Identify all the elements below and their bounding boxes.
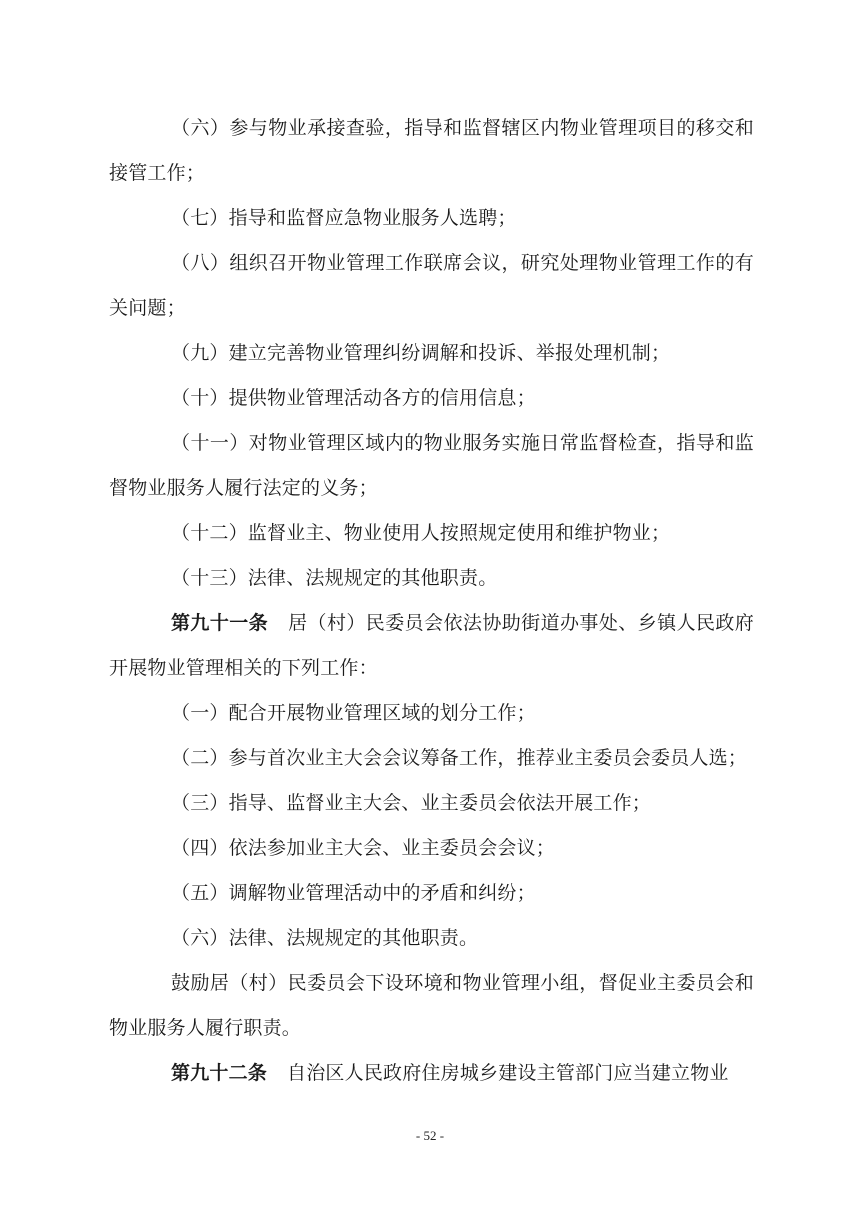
article-number: 第九十二条 bbox=[171, 1062, 268, 1084]
paragraph bbox=[109, 556, 754, 601]
paragraph-text: 鼓励居（村）民委员会下设环境和物业管理小组，督促业主委员会和物业服务人履行职责。 bbox=[109, 972, 754, 1039]
paragraph bbox=[109, 511, 754, 556]
document-body bbox=[109, 106, 754, 1096]
paragraph-text: （七）指导和监督应急物业服务人选聘； bbox=[171, 207, 517, 229]
paragraph bbox=[109, 691, 754, 736]
paragraph bbox=[109, 871, 754, 916]
paragraph-text: （八）组织召开物业管理工作联席会议，研究处理物业管理工作的有关问题； bbox=[109, 252, 754, 319]
paragraph bbox=[109, 421, 754, 511]
paragraph-text: （五）调解物业管理活动中的矛盾和纠纷； bbox=[171, 882, 536, 904]
paragraph bbox=[109, 736, 754, 781]
paragraph-text: （三）指导、监督业主大会、业主委员会依法开展工作； bbox=[171, 792, 652, 814]
paragraph-text: （一）配合开展物业管理区域的划分工作； bbox=[171, 702, 536, 724]
paragraph bbox=[109, 106, 754, 196]
article-number: 第九十一条 bbox=[171, 612, 269, 634]
paragraph-text: （九）建立完善物业管理纠纷调解和投诉、举报处理机制； bbox=[171, 342, 671, 364]
page-number: - 52 - bbox=[415, 1128, 445, 1143]
paragraph bbox=[109, 826, 754, 871]
paragraph-text: （十三）法律、法规规定的其他职责。 bbox=[171, 567, 498, 589]
paragraph bbox=[109, 781, 754, 826]
paragraph-text: （四）依法参加业主大会、业主委员会会议； bbox=[171, 837, 556, 859]
paragraph bbox=[109, 601, 754, 691]
paragraph bbox=[109, 961, 754, 1051]
paragraph-text: （十）提供物业管理活动各方的信用信息； bbox=[171, 387, 536, 409]
paragraph-text: （二）参与首次业主大会会议筹备工作，推荐业主委员会委员人选； bbox=[171, 747, 748, 769]
paragraph-text: （六）参与物业承接查验，指导和监督辖区内物业管理项目的移交和接管工作； bbox=[109, 117, 754, 184]
paragraph bbox=[109, 241, 754, 331]
paragraph-text: 居（村）民委员会依法协助街道办事处、乡镇人民政府开展物业管理相关的下列工作： bbox=[109, 612, 754, 679]
paragraph bbox=[109, 916, 754, 961]
paragraph bbox=[109, 1051, 754, 1096]
paragraph bbox=[109, 196, 754, 241]
paragraph-text: （十二）监督业主、物业使用人按照规定使用和维护物业； bbox=[171, 522, 671, 544]
paragraph bbox=[109, 331, 754, 376]
paragraph-text: 自治区人民政府住房城乡建设主管部门应当建立物业 bbox=[287, 1062, 729, 1084]
paragraph-text: （六）法律、法规规定的其他职责。 bbox=[171, 927, 479, 949]
paragraph bbox=[109, 376, 754, 421]
paragraph-text: （十一）对物业管理区域内的物业服务实施日常监督检查，指导和监督物业服务人履行法定的义务； bbox=[109, 432, 754, 499]
